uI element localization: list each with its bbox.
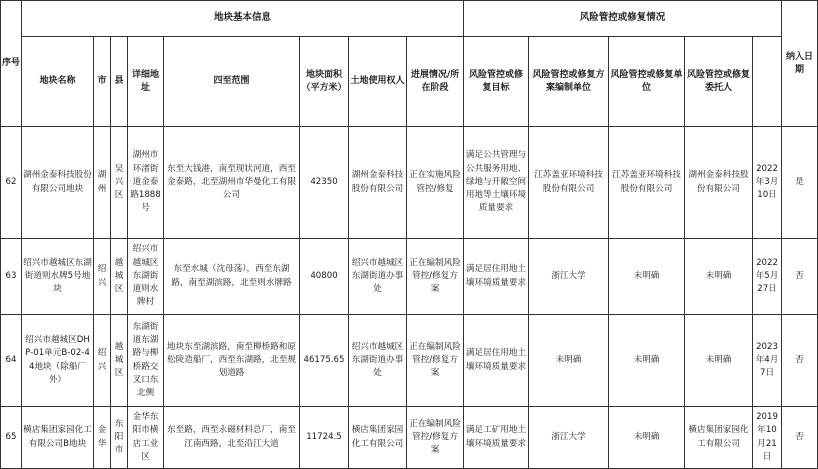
table-row bbox=[1, 127, 818, 239]
cell-boundary: 地块东至湖滨路，南至柳桥路和原松陵造船厂，西至东湖路，北至规划道路 bbox=[164, 315, 300, 407]
cell-plan-unit: 浙江大学 bbox=[529, 239, 609, 315]
header-plan-unit: 风险管控或修复方案编制单位 bbox=[529, 37, 609, 127]
cell-exec-unit: 未明确 bbox=[609, 315, 685, 407]
header-client: 风险管控或修复委托人 bbox=[685, 37, 753, 127]
header-county: 县 bbox=[111, 37, 128, 127]
cell-city: 金华 bbox=[94, 407, 111, 469]
cell-address: 东湖街道东湖路与柳桥路交叉口东北侧 bbox=[128, 315, 164, 407]
header-target: 风险管控或修复目标 bbox=[464, 37, 529, 127]
cell-exec-unit: 未明确 bbox=[609, 407, 685, 469]
cell-address: 金华东阳市横店工业区 bbox=[128, 407, 164, 469]
cell-land-owner: 绍兴市越城区东湖街道办事处 bbox=[349, 239, 407, 315]
cell-seq: 62 bbox=[1, 127, 22, 239]
cell-target: 满足工矿用地土壤环境质量要求 bbox=[464, 407, 529, 469]
cell-exec-unit: 江苏盖亚环境科技股份有限公司 bbox=[609, 127, 685, 239]
header-boundary: 四至范围 bbox=[164, 37, 300, 127]
header-group-basic: 地块基本信息 bbox=[22, 1, 464, 37]
cell-plot-name: 湖州金泰科技股份有限公司地块 bbox=[22, 127, 94, 239]
cell-plan-unit: 江苏盖亚环境科技股份有限公司 bbox=[529, 127, 609, 239]
cell-target: 满足公共管理与公共服务用地、绿地与开敞空间用地等土壤环境质量要求 bbox=[464, 127, 529, 239]
cell-boundary: 东至路，西至永磁材料总厂，南至江南西路，北至沿江大道 bbox=[164, 407, 300, 469]
cell-address: 绍兴市越城区东湖街道则水牌村 bbox=[128, 239, 164, 315]
header-city: 市 bbox=[94, 37, 111, 127]
header-group-risk: 风险管控或修复情况 bbox=[464, 1, 782, 37]
cell-date: 2023年4月7日 bbox=[753, 315, 782, 407]
table-row bbox=[1, 407, 818, 469]
cell-seq: 63 bbox=[1, 239, 22, 315]
cell-land-owner: 横店集团家园化工有限公司 bbox=[349, 407, 407, 469]
cell-progress: 正在编制风险管控/修复方案 bbox=[407, 407, 464, 469]
cell-seq: 65 bbox=[1, 407, 22, 469]
cell-client: 未明确 bbox=[685, 239, 753, 315]
cell-city: 绍兴 bbox=[94, 239, 111, 315]
cell-plot-name: 横店集团家园化工有限公司B地块 bbox=[22, 407, 94, 469]
cell-progress: 正在编制风险管控/修复方案 bbox=[407, 315, 464, 407]
cell-date: 2019年10月21日 bbox=[753, 407, 782, 469]
cell-groundwater: 否 bbox=[782, 407, 818, 469]
cell-groundwater: 否 bbox=[782, 239, 818, 315]
cell-land-owner: 湖州金泰科技股份有限公司 bbox=[349, 127, 407, 239]
cell-progress: 正在编制风险管控/修复方案 bbox=[407, 239, 464, 315]
header-exec-unit: 风险管控或修复单位 bbox=[609, 37, 685, 127]
cell-client: 横店集团家园化工有限公司 bbox=[685, 407, 753, 469]
header-column-row bbox=[1, 37, 818, 127]
cell-date: 2022年3月10日 bbox=[753, 127, 782, 239]
header-plot-name: 地块名称 bbox=[22, 37, 94, 127]
header-date: 纳入日期 bbox=[782, 1, 818, 127]
cell-groundwater: 是 bbox=[782, 127, 818, 239]
cell-groundwater: 否 bbox=[782, 315, 818, 407]
header-area: 地块面积（平方米） bbox=[300, 37, 349, 127]
cell-plot-name: 绍兴市越城区DHP-01单元B-02-44地块（除船厂外） bbox=[22, 315, 94, 407]
cell-county: 吴兴区 bbox=[111, 127, 128, 239]
cell-county: 越城区 bbox=[111, 239, 128, 315]
cell-area: 46175.65 bbox=[300, 315, 349, 407]
cell-county: 越城区 bbox=[111, 315, 128, 407]
cell-exec-unit: 未明确 bbox=[609, 239, 685, 315]
cell-date: 2022年5月27日 bbox=[753, 239, 782, 315]
cell-area: 40800 bbox=[300, 239, 349, 315]
table-row bbox=[1, 239, 818, 315]
header-progress: 进展情况/所在阶段 bbox=[407, 37, 464, 127]
cell-area: 11724.5 bbox=[300, 407, 349, 469]
cell-city: 绍兴 bbox=[94, 315, 111, 407]
cell-county: 东阳市 bbox=[111, 407, 128, 469]
cell-seq: 64 bbox=[1, 315, 22, 407]
cell-boundary: 东至水城（沈母荡），西至东湖路，南至湖滨路，北至则水牌路 bbox=[164, 239, 300, 315]
cell-city: 湖州 bbox=[94, 127, 111, 239]
cell-plan-unit: 浙江大学 bbox=[529, 407, 609, 469]
cell-target: 满足居住用地土壤环境质量要求 bbox=[464, 315, 529, 407]
header-group-row bbox=[1, 1, 818, 37]
cell-boundary: 东至大钱港，南至现状河道，西至金泰路，北至湖州市华曼化工有限公司 bbox=[164, 127, 300, 239]
cell-area: 42350 bbox=[300, 127, 349, 239]
cell-address: 湖州市环渚街道金泰路1888号 bbox=[128, 127, 164, 239]
header-address: 详细地址 bbox=[128, 37, 164, 127]
cell-plan-unit: 未明确 bbox=[529, 315, 609, 407]
cell-land-owner: 绍兴市越城区东湖街道办事处 bbox=[349, 315, 407, 407]
cell-plot-name: 绍兴市越城区东湖街道则水牌5号地块 bbox=[22, 239, 94, 315]
table-row bbox=[1, 315, 818, 407]
header-seq: 序号 bbox=[1, 1, 22, 127]
header-land-owner: 土地使用权人 bbox=[349, 37, 407, 127]
cell-progress: 正在实施风险管控/修复 bbox=[407, 127, 464, 239]
cell-target: 满足居住用地土壤环境质量要求 bbox=[464, 239, 529, 315]
cell-client: 未明确 bbox=[685, 315, 753, 407]
cell-client: 湖州金泰科技股份有限公司 bbox=[685, 127, 753, 239]
